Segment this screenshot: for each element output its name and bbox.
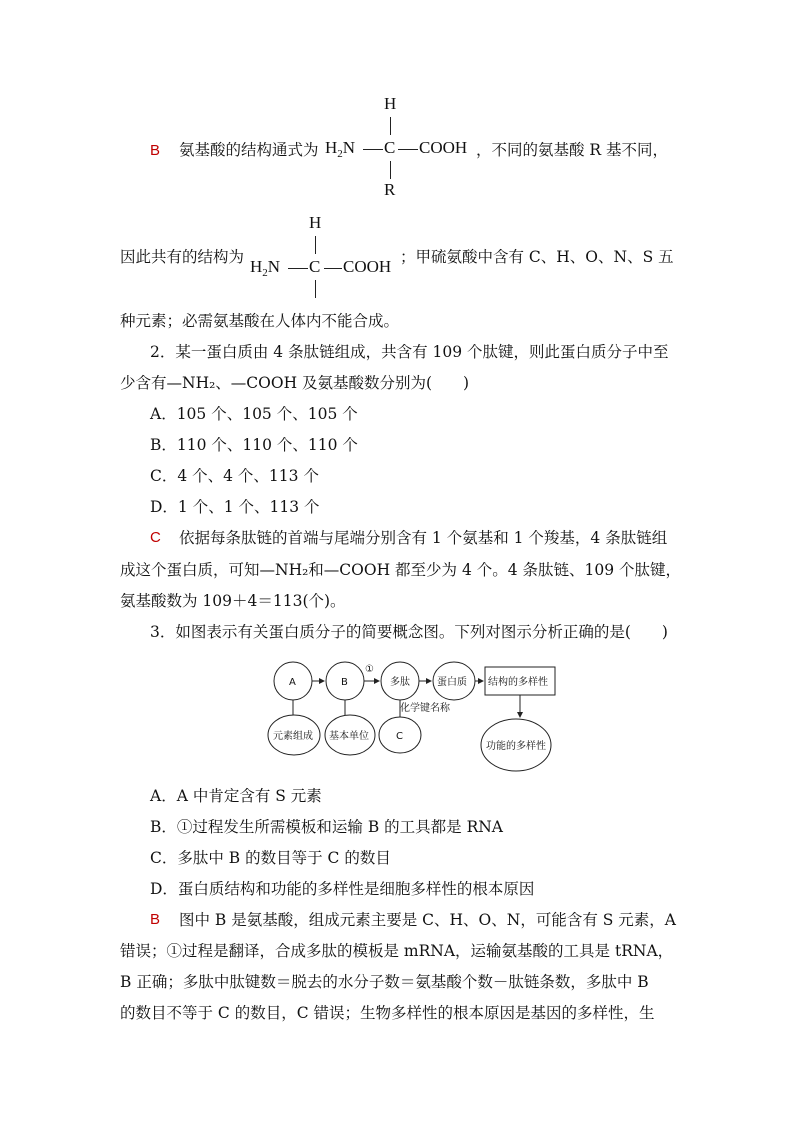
node-a-label: A <box>289 677 296 688</box>
node-b-label: B <box>341 677 348 688</box>
protein-concept-diagram <box>260 655 560 780</box>
q3-explain-line1: 图中 B 是氨基酸，组成元素主要是 C、H、O、N，可能含有 S 元素，A <box>179 911 676 929</box>
q1-explain-line2-end: ；甲硫氨酸中含有 C、H、O、N、S 五 <box>400 248 674 266</box>
q3-option-c: C．多肽中 B 的数目等于 C 的数目 <box>150 849 391 867</box>
basic-unit-label: 基本单位 <box>329 731 369 742</box>
q3-answer-letter: B <box>150 911 161 928</box>
q2-explain-line2: 成这个蛋白质，可知—NH₂和—COOH 都至少为 4 个。4 条肽链、109 个肽键， <box>120 561 682 579</box>
formula2-bond-left <box>288 268 308 269</box>
formula2-bond-bottom <box>315 280 316 298</box>
polypeptide-label: 多肽 <box>390 677 410 688</box>
function-diversity-label: 功能的多样性 <box>486 741 546 752</box>
formula1-bottom-r: R <box>384 180 396 199</box>
formula2-bond-top <box>315 236 316 254</box>
q2-option-a: A．105 个、105 个、105 个 <box>150 405 358 423</box>
step-1-label: ① <box>365 664 374 675</box>
q1-explain-line1-end: ，不同的氨基酸 R 基不同， <box>476 141 669 159</box>
formula2-bond-right <box>324 268 342 269</box>
structure-diversity-label: 结构的多样性 <box>488 677 548 688</box>
q3-stem: 3．如图表示有关蛋白质分子的简要概念图。下列对图示分析正确的是( ) <box>150 623 668 641</box>
formula1-bond-bottom <box>390 161 391 179</box>
q3-option-b: B．①过程发生所需模板和运输 B 的工具都是 RNA <box>150 818 503 836</box>
q1-answer-letter: B <box>150 142 161 159</box>
formula1-left-h: $H_2N$ <box>325 138 356 160</box>
q2-stem-line2: 少含有—NH₂、—COOH 及氨基酸数分别为( ) <box>120 374 470 392</box>
formula1-bond-left <box>363 149 383 150</box>
q1-explain-line3: 种元素；必需氨基酸在人体内不能合成。 <box>120 312 400 330</box>
q2-option-c: C．4 个、4 个、113 个 <box>150 467 319 485</box>
formula1-bond-right <box>398 149 418 150</box>
protein-label: 蛋白质 <box>437 677 467 688</box>
formula1-cooh: COOH <box>419 138 468 157</box>
q2-explain-line3: 氨基酸数为 109＋4＝113(个)。 <box>120 592 346 610</box>
formula2-top-h: H <box>309 213 322 232</box>
formula2-center-c: C <box>309 257 321 276</box>
q2-option-b: B．110 个、110 个、110 个 <box>150 436 358 454</box>
formula1-bond-top <box>390 117 391 135</box>
formula2-left-h: $H_2N$ <box>250 257 281 279</box>
formula2-cooh: COOH <box>343 257 392 276</box>
q2-stem-line1: 2．某一蛋白质由 4 条肽链组成，共含有 109 个肽键，则此蛋白质分子中至 <box>150 343 669 361</box>
node-c-label: C <box>396 731 403 742</box>
q1-explain-line1: 氨基酸的结构通式为 <box>179 141 319 159</box>
q3-option-a: A．A 中肯定含有 S 元素 <box>150 787 322 805</box>
q2-option-d: D．1 个、1 个、113 个 <box>150 498 320 516</box>
q3-option-d: D．蛋白质结构和功能的多样性是细胞多样性的根本原因 <box>150 880 535 898</box>
q3-explain-line4: 的数目不等于 C 的数目，C 错误；生物多样性的根本原因是基因的多样性，生 <box>120 1004 655 1022</box>
formula1-center-c: C <box>384 138 396 157</box>
q2-answer-letter: C <box>150 529 161 546</box>
elements-label: 元素组成 <box>273 731 313 742</box>
q1-explain-line2-start: 因此共有的结构为 <box>120 248 245 266</box>
formula1-top-h: H <box>384 94 397 113</box>
q3-explain-line2: 错误；①过程是翻译，合成多肽的模板是 mRNA，运输氨基酸的工具是 tRNA， <box>120 942 674 960</box>
bond-name-label: 化学键名称 <box>400 703 450 714</box>
q2-explain-line1: 依据每条肽链的首端与尾端分别含有 1 个氨基和 1 个羧基，4 条肽链组 <box>179 529 668 547</box>
q3-explain-line3: B 正确；多肽中肽键数＝脱去的水分子数＝氨基酸个数－肽链条数，多肽中 B <box>120 973 649 991</box>
